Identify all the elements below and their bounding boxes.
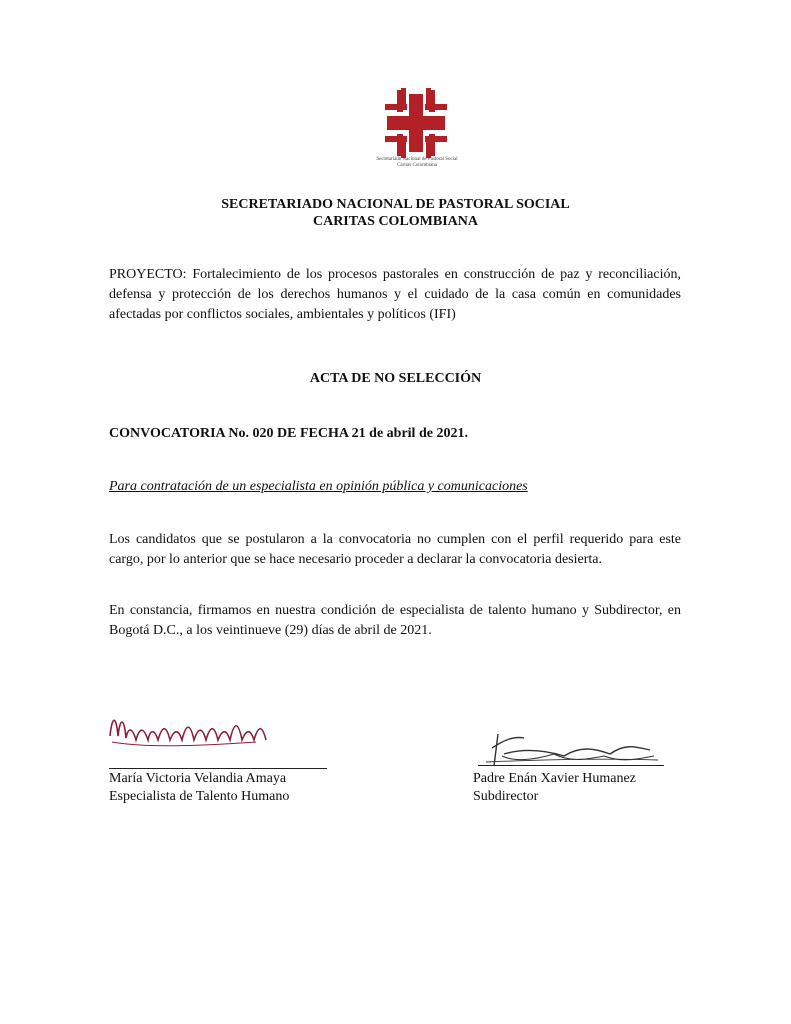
acta-title: ACTA DE NO SELECCIÓN — [309, 371, 482, 386]
candidatos-paragraph: Los candidatos que se postularon a la convocatoria no cumplen con el perfil requerido para este cargo, por lo anterior que se hace necesario proceder a declarar la convocatoria desierta. — [109, 532, 681, 567]
caritas-cross-icon — [357, 88, 477, 158]
signer-right-role: Subdirector — [473, 789, 539, 804]
signer-left-name: María Victoria Velandia Amaya — [109, 771, 287, 786]
subject-line: Para contratación de un especialista en opinión pública y comunicaciones — [109, 479, 528, 494]
signature-line-left — [109, 768, 327, 769]
constancia-paragraph: En constancia, firmamos en nuestra condición de especialista de talento humano y Subdirector, en Bogotá D.C., a los veintinueve (29) días de abril de 2021. — [109, 603, 681, 638]
org-subname: CARITAS COLOMBIANA — [312, 214, 479, 229]
logo-caption-line1: Secretariado Nacional de Pastoral Social — [376, 157, 458, 162]
signer-left-role: Especialista de Talento Humano — [109, 789, 290, 804]
convocatoria-line: CONVOCATORIA No. 020 DE FECHA 21 de abril de 2021. — [109, 426, 468, 441]
logo-caption-line2: Cáritas Colombiana — [397, 163, 437, 168]
logo-caption — [350, 157, 484, 169]
org-name: SECRETARIADO NACIONAL DE PASTORAL SOCIAL — [221, 197, 570, 212]
proyecto-paragraph: PROYECTO: Fortalecimiento de los procesos pastorales en construcción de paz y reconciliación, defensa y protección de los derechos humanos y el cuidado de la casa común en comunidades afectadas por conflictos sociales, ambientales y políticos (IFI) — [109, 267, 681, 322]
signature-left-image — [106, 706, 276, 758]
signer-right-name: Padre Enán Xavier Humanez — [473, 771, 636, 786]
signature-line-right — [478, 765, 664, 766]
